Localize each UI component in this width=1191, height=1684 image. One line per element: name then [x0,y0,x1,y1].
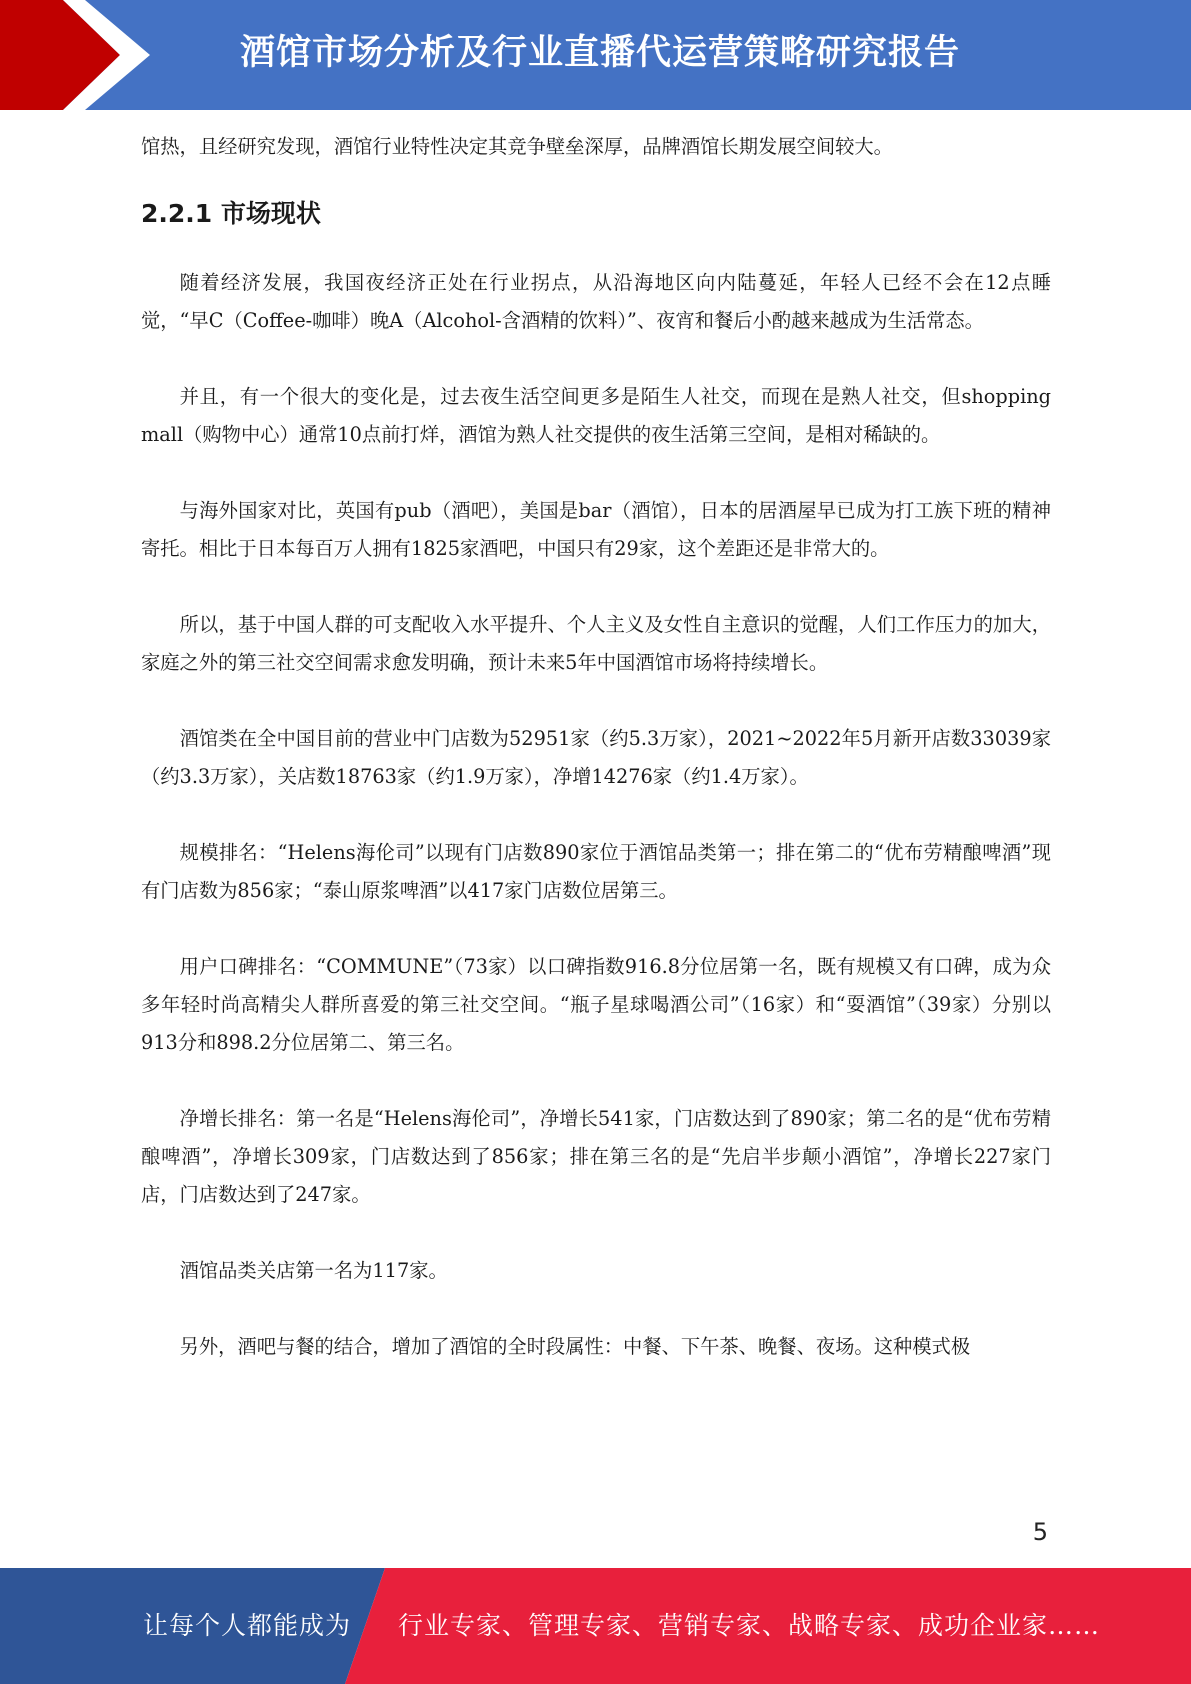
header-banner [0,0,1191,110]
paragraph-store-counts: 酒馆类在全中国目前的营业中门店数为52951家（约5.3万家），2021~2022年5月新开店数33039家（约3.3万家），关店数18763家（约1.9万家），净增14276家（约1.4万家）。 [141,727,1051,788]
intro-paragraph: 馆热，且经研究发现，酒馆行业特性决定其竞争壁垒深厚，品牌酒馆长期发展空间较大。 [141,135,893,158]
red-chevron-shape [0,0,150,110]
paragraph-scale-ranking: 规模排名：“Helens海伦司”以现有门店数890家位于酒馆品类第一；排在第二的“优布劳精酿啤酒”现有门店数为856家；“泰山原浆啤酒”以417家门店数位居第三。 [141,841,1051,902]
section-heading: 2.2.1 市场现状 [141,199,321,228]
paragraph-social-space: 并且，有一个很大的变化是，过去夜生活空间更多是陌生人社交，而现在是熟人社交，但shopping mall（购物中心）通常10点前打烊，酒馆为熟人社交提供的夜生活第三空间，是相对稀缺的。 [141,385,1051,446]
report-title: 酒馆市场分析及行业直播代运营策略研究报告 [240,33,961,73]
footer-banner [0,1568,1191,1684]
paragraph-growth-forecast: 所以，基于中国人群的可支配收入水平提升、个人主义及女性自主意识的觉醒，人们工作压力的加大，家庭之外的第三社交空间需求愈发明确，预计未来5年中国酒馆市场将持续增长。 [141,613,1051,674]
footer-slogan-right: 行业专家、管理专家、营销专家、战略专家、成功企业家…… [398,1611,1101,1640]
paragraph-nightlife-economy: 随着经济发展，我国夜经济正处在行业拐点，从沿海地区向内陆蔓延，年轻人已经不会在12点睡觉，“早C（Coffee-咖啡）晚A（Alcohol-含酒精的饮料）”、夜宵和餐后小酌越来越成为生活常态。 [141,271,1051,332]
page-number: 5 [1032,1518,1048,1546]
paragraph-overseas-comparison: 与海外国家对比，英国有pub（酒吧），美国是bar（酒馆），日本的居酒屋早已成为打工族下班的精神寄托。相比于日本每百万人拥有1825家酒吧，中国只有29家，这个差距还是非常大的。 [141,499,1051,560]
document-body [141,128,1051,1404]
footer-slogan-left: 让每个人都能成为 [143,1611,352,1640]
paragraph-reputation-ranking: 用户口碑排名：“COMMUNE”（73家）以口碑指数916.8分位居第一名，既有规模又有口碑，成为众多年轻时尚高精尖人群所喜爱的第三社交空间。“瓶子星球喝酒公司”（16家）和“耍酒馆”（39家）分别以913分和898.2分位居第二、第三名。 [141,955,1051,1054]
paragraph-net-growth-ranking: 净增长排名：第一名是“Helens海伦司”，净增长541家，门店数达到了890家；第二名的是“优布劳精酿啤酒”，净增长309家，门店数达到了856家；排在第三名的是“先启半步颠小酒馆”，净增长227家门店，门店数达到了247家。 [141,1107,1051,1206]
paragraph-closures: 酒馆品类关店第一名为117家。 [179,1259,448,1282]
paragraph-all-day-model: 另外，酒吧与餐的结合，增加了酒馆的全时段属性：中餐、下午茶、晚餐、夜场。这种模式极 [179,1335,971,1358]
